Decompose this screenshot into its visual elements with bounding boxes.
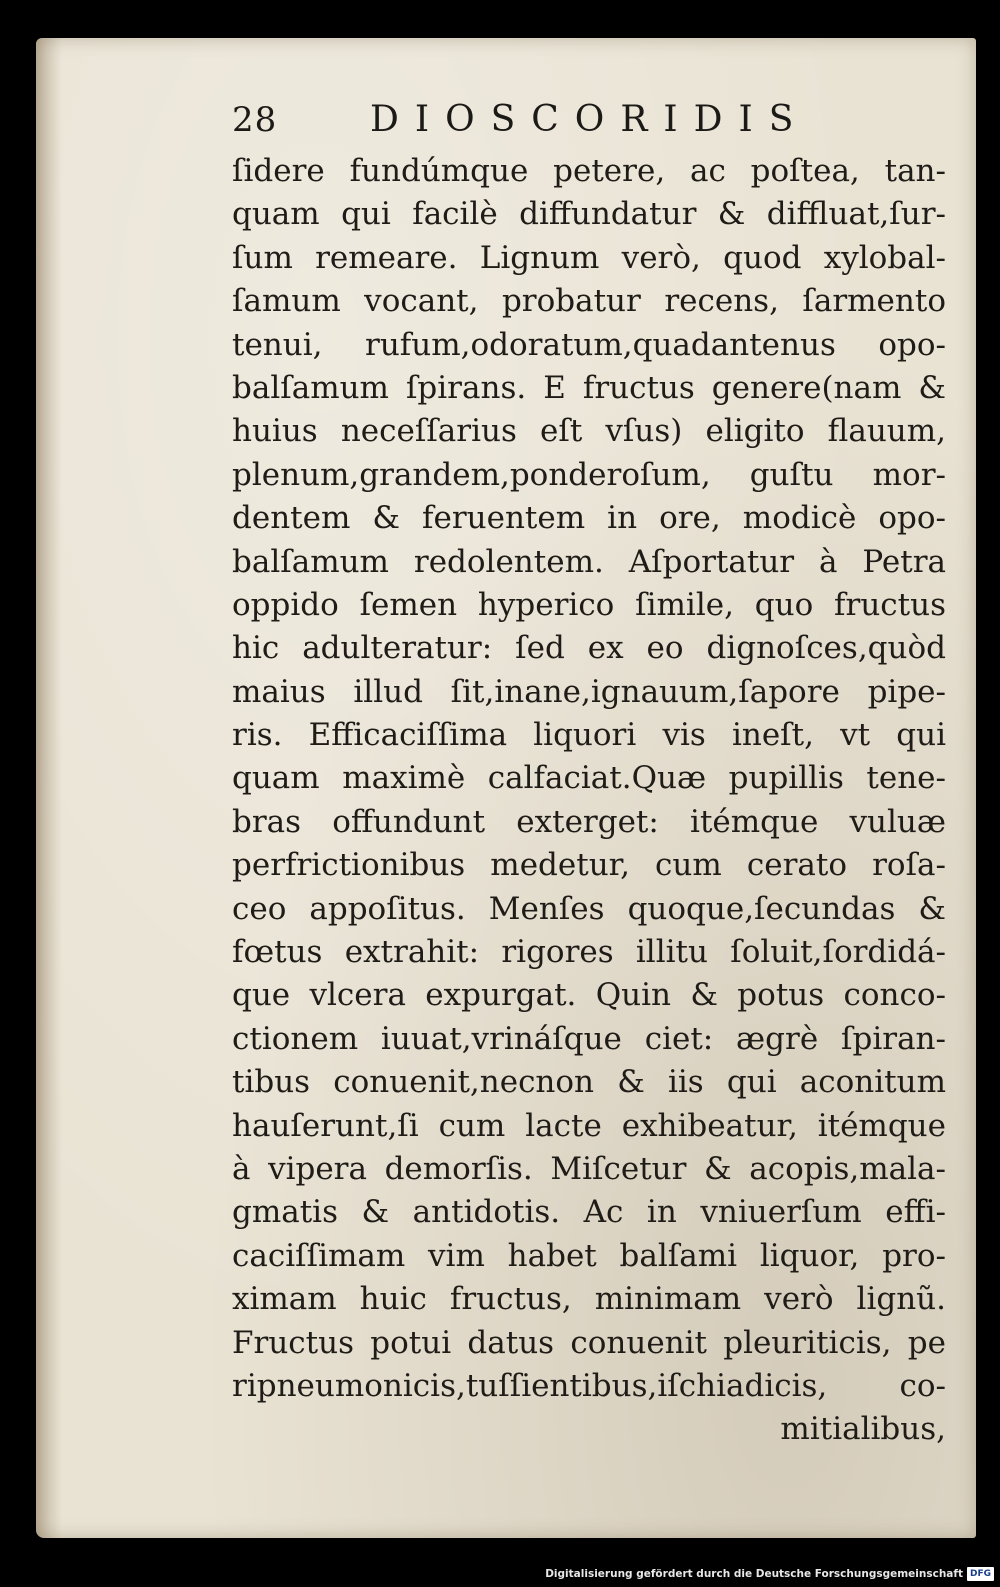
text-line: ctionem iuuat,vrináſque ciet: ægrè ſpiran- (232, 1020, 946, 1057)
text-line: balſamum redolentem. Aſportatur à Petra (232, 543, 946, 580)
text-line: huius neceſſarius eſt vſus) eligito flauum, (232, 413, 946, 450)
text-line: plenum,grandem,ponderoſum, guſtu mor- (232, 456, 946, 493)
text-line: ripneumonicis,tuſſientibus,iſchiadicis, co- (232, 1367, 946, 1404)
text-line: dentem & feruentem in ore, modicè opo- (232, 500, 946, 537)
text-line: tenui, rufum,odoratum,quadantenus opo- (232, 326, 946, 363)
dfg-logo: DFG (967, 1567, 994, 1581)
funding-credit: Digitalisierung gefördert durch die Deutsche Forschungsgemeinschaft (545, 1568, 963, 1580)
text-line: oppido ſemen hyperico ſimile, quo fructus (232, 586, 946, 623)
text-line: fœtus extrahit: rigores illitu ſoluit,ſordidá- (232, 934, 946, 971)
text-line: ſidere fundúmque petere, ac poſtea, tan- (232, 153, 946, 189)
text-line: hauſerunt,ſi cum lacte exhibeatur, itémque (232, 1107, 946, 1144)
body-text (232, 150, 946, 1452)
text-line: gmatis & antidotis. Ac in vniuerſum effi- (232, 1194, 946, 1231)
text-line: ris. Efficaciſſima liquori vis ineſt, vt qui (232, 717, 946, 754)
running-head (232, 96, 952, 144)
digitization-footer (545, 1565, 994, 1583)
text-line: maius illud ſit,inane,ignauum,ſapore pipe- (232, 673, 946, 710)
text-line: ſum remeare. Lignum verò, quod xylobal- (232, 239, 946, 276)
text-line: hic adulteratur: ſed ex eo dignoſces,quòd (232, 630, 946, 667)
text-line-catchword: mitialibus, (780, 1411, 946, 1448)
text-line: tibus conuenit,necnon & iis qui aconitum (232, 1064, 946, 1101)
text-line: que vlcera expurgat. Quin & potus conco- (232, 977, 946, 1014)
text-line: ximam huic fructus, minimam verò lignũ. (232, 1281, 946, 1318)
text-line: à vipera demorſis. Miſcetur & acopis,mala- (232, 1150, 946, 1187)
text-line: caciſſimam vim habet balſami liquor, pro- (232, 1237, 946, 1274)
text-line: Fructus potui datus conuenit pleuriticis, pe (232, 1324, 946, 1361)
text-line: quam qui facilè diffundatur & diffluat,ſur- (232, 196, 946, 233)
running-title: DIOSCORIDIS (370, 99, 810, 140)
page-number: 28 (232, 100, 278, 140)
text-line: ſamum vocant, probatur recens, ſarmento (232, 283, 946, 320)
text-line: balſamum ſpirans. E fructus genere(nam & (232, 369, 946, 406)
text-line: perfrictionibus medetur, cum cerato roſa- (232, 847, 946, 884)
text-line: quam maximè calfaciat.Quæ pupillis tene- (232, 760, 946, 797)
text-line: bras offundunt exterget: itémque vuluæ (232, 803, 946, 840)
text-line: ceo appoſitus. Menſes quoque,ſecundas & (232, 890, 946, 927)
